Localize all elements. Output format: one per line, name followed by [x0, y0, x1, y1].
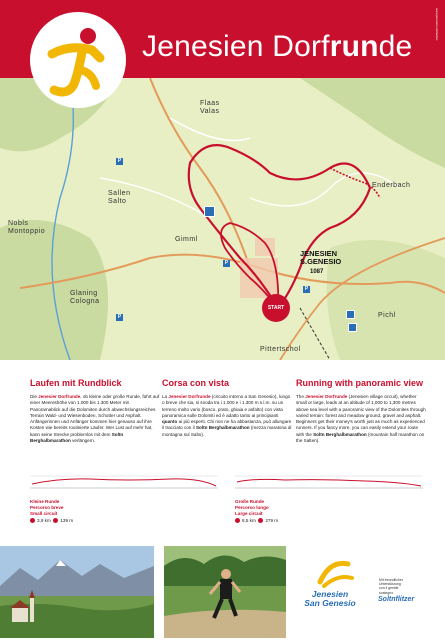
elevation-icon [53, 518, 58, 523]
start-label: START [267, 305, 285, 311]
column-body-italian: La Jenesier Dorfrunde (circuito intorno a San Genesio), lungo o breve che sia, si snoda tra i 1.000 e i 1.300 m s.l.m. su un terreno molto vario (bosco, prato, ghiaia e asfalto) con vista panoramica sulle Dolomiti ed è adatto tanto ai principianti quanto ai più esperti. Chi non ne ha abbastanza, può allungare il tracciato con il Soltn Berghalbmarathon (mezza maratona di montagna sul Salto). [162, 394, 292, 437]
info-icon [204, 206, 215, 217]
column-body-english: The Jenesier Dorfrunde (Jenesien village circuit), whether small or large, leads at an altitude of 1,000 to 1,300 metres above sea level with a panoramic view of the Dolomites through varied terrain: forest and meadow ground, gravel and asphalt. Beginners get their money's worth just as much as experienced runners. If you fancy more, you can easily extend your route with the Soltn Berghalbmarathon (mountain half marathon on the Salten). [296, 394, 426, 444]
start-marker [262, 294, 290, 322]
place-pichl: Pichl [378, 312, 396, 319]
town-elevation: 1087 [310, 269, 324, 275]
photo-village [0, 546, 154, 638]
place-pittertschol: Pittertschol [260, 346, 301, 353]
column-body-german: Die Jenesier Dorfrunde, ob kleine oder große Runde, führt auf einer Meereshöhe von 1.000 bis 1.300 Meter mit Panoramablick auf die Dolomiten durch abwechslungsreiches Terrain Wald- und Wiesenboden, Schotter und Asphalt. Anfängerinnen und Anfänger kommen hier genauso auf ihre Kosten wie bereits routinierte Läufer. Wer Lust auf mehr hat, kann seine Strecke problemlos mit dem Soltn Berghalbmarathon verlängern. [30, 394, 160, 444]
place-enderbach: Enderbach [372, 182, 411, 189]
route-label-small: Kleine Runde Percorso breve Small circuit [30, 499, 64, 516]
column-title-english: Running with panoramic view [296, 378, 424, 388]
place-town: JENESIEN S.GENESIO [300, 249, 342, 266]
sponsor-area [292, 546, 445, 638]
column-title-german: Laufen mit Rundblick [30, 378, 122, 388]
route-map [0, 78, 445, 360]
title-part-bold: run [329, 30, 379, 63]
place-nobls: Nobls Montoppio [8, 220, 46, 235]
logo [30, 12, 126, 108]
place-flaas: Flaas Valas [200, 100, 220, 115]
title-part-1: Jenesien Dorf [142, 30, 330, 63]
jenesien-logo-icon [300, 552, 360, 592]
route-icon [30, 518, 35, 523]
info-icon [346, 310, 355, 319]
photo-runner [164, 546, 286, 638]
column-title-italian: Corsa con vista [162, 378, 230, 388]
route-stats-large: 8,5 km 279 m [235, 518, 278, 523]
side-url-text: www.jenesien.net/laufen [435, 8, 439, 41]
route-stats-small: 3,9 km 139 m [30, 518, 73, 523]
column-german [30, 378, 160, 444]
title-part-3: de [378, 30, 413, 63]
elevation-profile-small [30, 472, 218, 492]
parking-icon: P [224, 260, 229, 266]
parking-icon: P [304, 286, 309, 292]
elevation-icon [258, 518, 263, 523]
parking-icon: P [117, 314, 122, 320]
sponsor-note: Mit freundlicher Unterstützung con il gentile sostegno [379, 578, 403, 595]
route-label-large: Große Runde Percorso lungo Large circuit [235, 499, 269, 516]
route-icon [235, 518, 240, 523]
column-english [296, 378, 426, 444]
runner-figure-icon [30, 12, 126, 108]
info-icon [348, 323, 357, 332]
column-italian [162, 378, 292, 438]
page-title [142, 30, 412, 64]
place-sallen: Sallen Salto [108, 190, 131, 205]
jenesien-brand: Jenesien San Genesio [304, 589, 356, 608]
elevation-profile-large [235, 472, 423, 492]
parking-icon: P [117, 158, 122, 164]
place-gimml: Gimml [175, 236, 198, 243]
soltn-brand: Soltnflitzer [378, 596, 415, 603]
place-glaning: Glaning Cologna [70, 290, 100, 305]
